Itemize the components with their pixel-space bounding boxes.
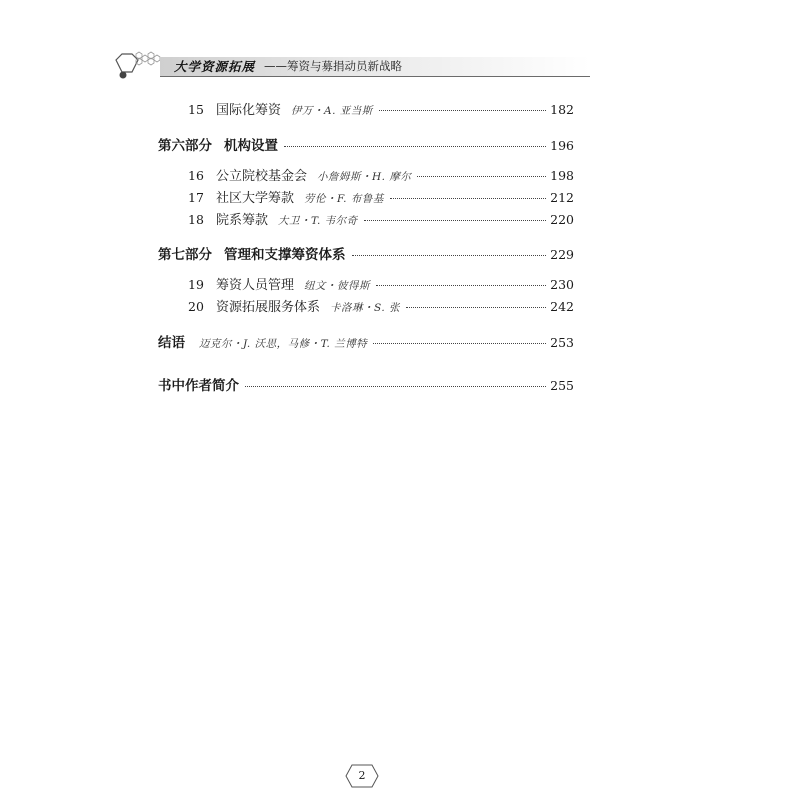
part-label: 第六部分 <box>158 138 212 154</box>
chapter-number: 19 <box>188 277 204 292</box>
dot-leader <box>376 285 546 286</box>
chapter-author: 纽文・彼得斯 <box>304 280 371 292</box>
page-number: 182 <box>550 102 574 117</box>
part-label: 第七部分 <box>158 247 212 263</box>
page-number: 212 <box>550 190 574 205</box>
dot-leader <box>245 386 546 387</box>
chapter-author: 大卫・T. 韦尔奇 <box>278 215 358 227</box>
toc-entry-ch20[interactable] <box>158 296 574 318</box>
section-author: 迈克尔・J. 沃思，马修・T. 兰博特 <box>199 338 368 350</box>
chapter-title: 资源拓展服务体系 <box>216 300 321 315</box>
part-title: 管理和支撑筹资体系 <box>224 247 346 263</box>
chapter-number: 16 <box>188 168 204 183</box>
chapter-number: 18 <box>188 212 204 227</box>
toc-entry-ch19[interactable] <box>158 274 574 296</box>
toc-entry-part7[interactable] <box>158 243 574 265</box>
chapter-author: 小詹姆斯・H. 摩尔 <box>317 171 412 183</box>
chapter-number: 15 <box>188 102 204 117</box>
chapter-author: 劳伦・F. 布鲁基 <box>304 193 384 205</box>
dot-leader <box>364 220 546 221</box>
toc-entry-ch16[interactable] <box>158 165 574 187</box>
page-number: 229 <box>550 247 574 262</box>
toc-entry-ch18[interactable] <box>158 209 574 231</box>
chapter-title: 院系筹款 <box>216 213 269 228</box>
chapter-number: 17 <box>188 190 204 205</box>
section-title: 书中作者简介 <box>158 378 239 394</box>
page-number: 253 <box>550 335 574 350</box>
chapter-number: 20 <box>188 299 204 314</box>
header-rule <box>160 76 590 77</box>
chapter-title: 国际化筹资 <box>216 103 282 118</box>
dot-leader <box>373 343 546 344</box>
page-number: 196 <box>550 138 574 153</box>
book-subtitle: ——筹资与募捐动员新战略 <box>264 59 402 73</box>
page-number: 198 <box>550 168 574 183</box>
dot-leader <box>390 198 546 199</box>
section-title: 结语 <box>158 335 185 351</box>
honeycomb-logo-icon <box>108 48 168 82</box>
dot-leader <box>417 176 546 177</box>
footer-page-number: 2 <box>358 769 366 782</box>
chapter-author: 伊万・A. 亚当斯 <box>291 105 373 117</box>
page-number: 230 <box>550 277 574 292</box>
series-title: 大学资源拓展 <box>174 59 256 74</box>
chapter-title: 公立院校基金会 <box>216 169 308 184</box>
toc-entry-ch15[interactable] <box>158 99 574 121</box>
page-number: 220 <box>550 212 574 227</box>
part-title: 机构设置 <box>224 138 278 154</box>
toc-entry-author-bios[interactable] <box>158 374 574 396</box>
toc-entry-conclusion[interactable] <box>158 331 574 353</box>
toc-entry-ch17[interactable] <box>158 187 574 209</box>
toc-entry-part6[interactable] <box>158 134 574 156</box>
page-number: 242 <box>550 299 574 314</box>
dot-leader <box>284 146 546 147</box>
chapter-title: 筹资人员管理 <box>216 278 295 293</box>
chapter-title: 社区大学筹款 <box>216 191 295 206</box>
chapter-author: 卡洛琳・S. 张 <box>330 302 401 314</box>
page-footer <box>345 764 379 788</box>
page-number: 255 <box>550 378 574 393</box>
dot-leader <box>379 110 546 111</box>
dot-leader <box>406 307 546 308</box>
dot-leader <box>352 255 547 256</box>
running-header <box>108 48 590 82</box>
